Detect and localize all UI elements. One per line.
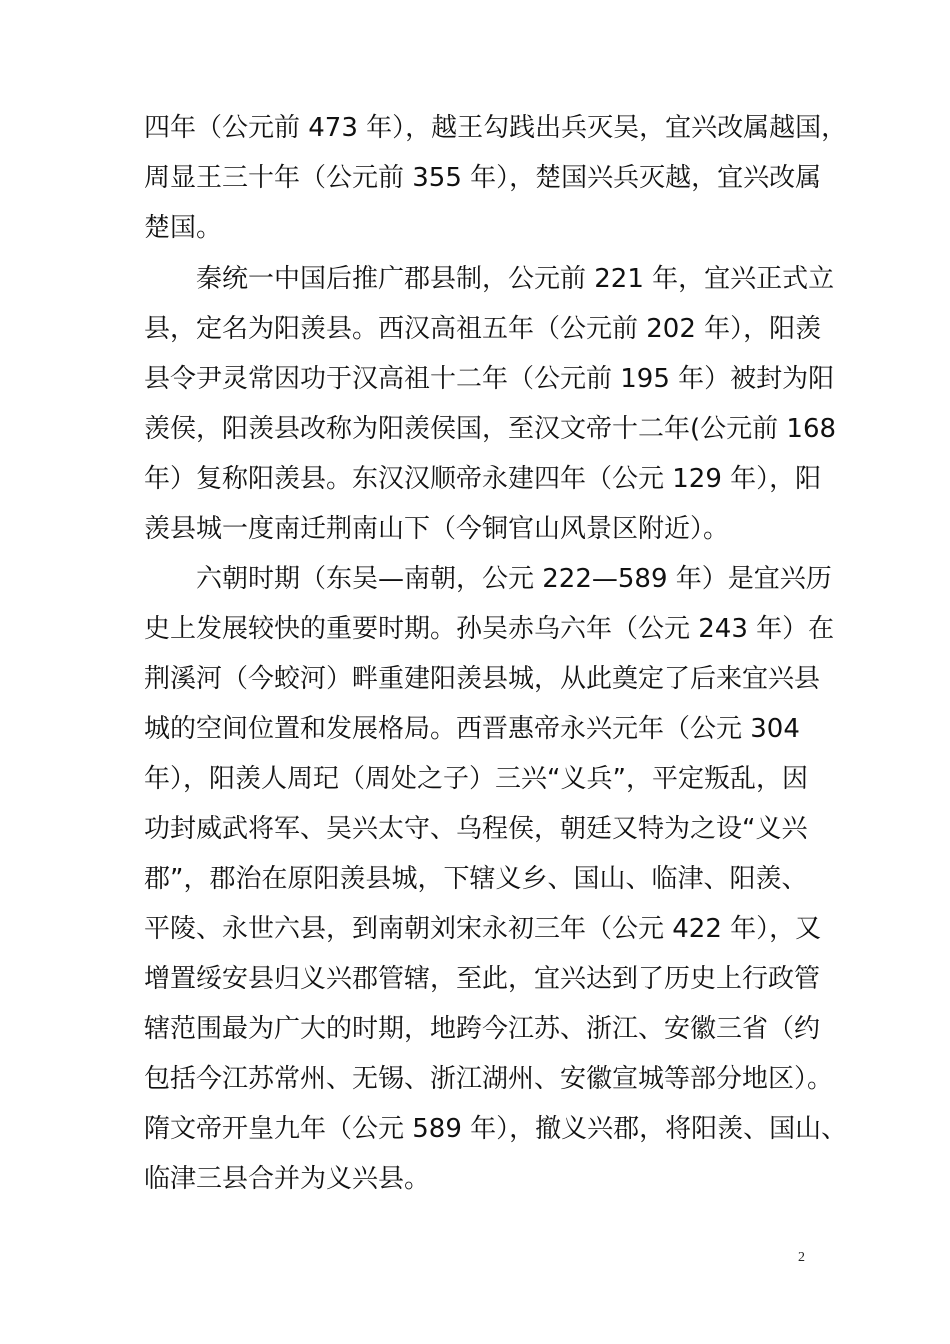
text-line: 县，定名为阳羡县。西汉高祖五年（公元前 202 年），阳羡	[144, 314, 822, 344]
text-line: 四年（公元前 473 年），越王勾践出兵灭吴，宜兴改属越国，	[144, 113, 848, 143]
text-line: 荆溪河（今蛟河）畔重建阳羡县城，从此奠定了后来宜兴县	[144, 664, 821, 694]
text-line: 功封威武将军、吴兴太守、乌程侯，朝廷又特为之设“义兴	[144, 814, 808, 844]
text-line: 城的空间位置和发展格局。西晋惠帝永兴元年（公元 304	[144, 714, 800, 744]
text-line: 县令尹灵常因功于汉高祖十二年（公元前 195 年）被封为阳	[144, 364, 835, 394]
text-line: 辖范围最为广大的时期，地跨今江苏、浙江、安徽三省（约	[144, 1014, 821, 1044]
text-line: 秦统一中国后推广郡县制，公元前 221 年，宜兴正式立	[196, 264, 835, 294]
text-line: 羡县城一度南迁荆南山下（今铜官山风景区附近）。	[144, 514, 730, 544]
text-line: 六朝时期（东吴—南朝，公元 222—589 年）是宜兴历	[196, 564, 832, 594]
text-line: 羡侯，阳羡县改称为阳羡侯国，至汉文帝十二年(公元前 168	[144, 414, 837, 444]
text-line: 周显王三十年（公元前 355 年），楚国兴兵灭越，宜兴改属	[144, 163, 822, 193]
text-line: 楚国。	[144, 213, 223, 243]
page-number: 2	[798, 1250, 805, 1265]
text-line: 包括今江苏常州、无锡、浙江湖州、安徽宣城等部分地区）。	[144, 1064, 834, 1094]
text-line: 史上发展较快的重要时期。孙吴赤乌六年（公元 243 年）在	[144, 614, 835, 644]
text-line: 增置绥安县归义兴郡管辖，至此，宜兴达到了历史上行政管	[144, 964, 821, 994]
text-line: 郡”，郡治在原阳羡县城，下辖义乡、国山、临津、阳羡、	[144, 864, 808, 894]
text-line: 临津三县合并为义兴县。	[144, 1164, 431, 1194]
text-line: 年）复称阳羡县。东汉汉顺帝永建四年（公元 129 年），阳	[144, 464, 822, 494]
text-line: 年），阳羡人周玘（周处之子）三兴“义兵”，平定叛乱，因	[144, 764, 808, 794]
text-line: 平陵、永世六县，到南朝刘宋永初三年（公元 422 年），又	[144, 914, 822, 944]
text-line: 隋文帝开皇九年（公元 589 年），撤义兴郡，将阳羡、国山、	[144, 1114, 848, 1144]
